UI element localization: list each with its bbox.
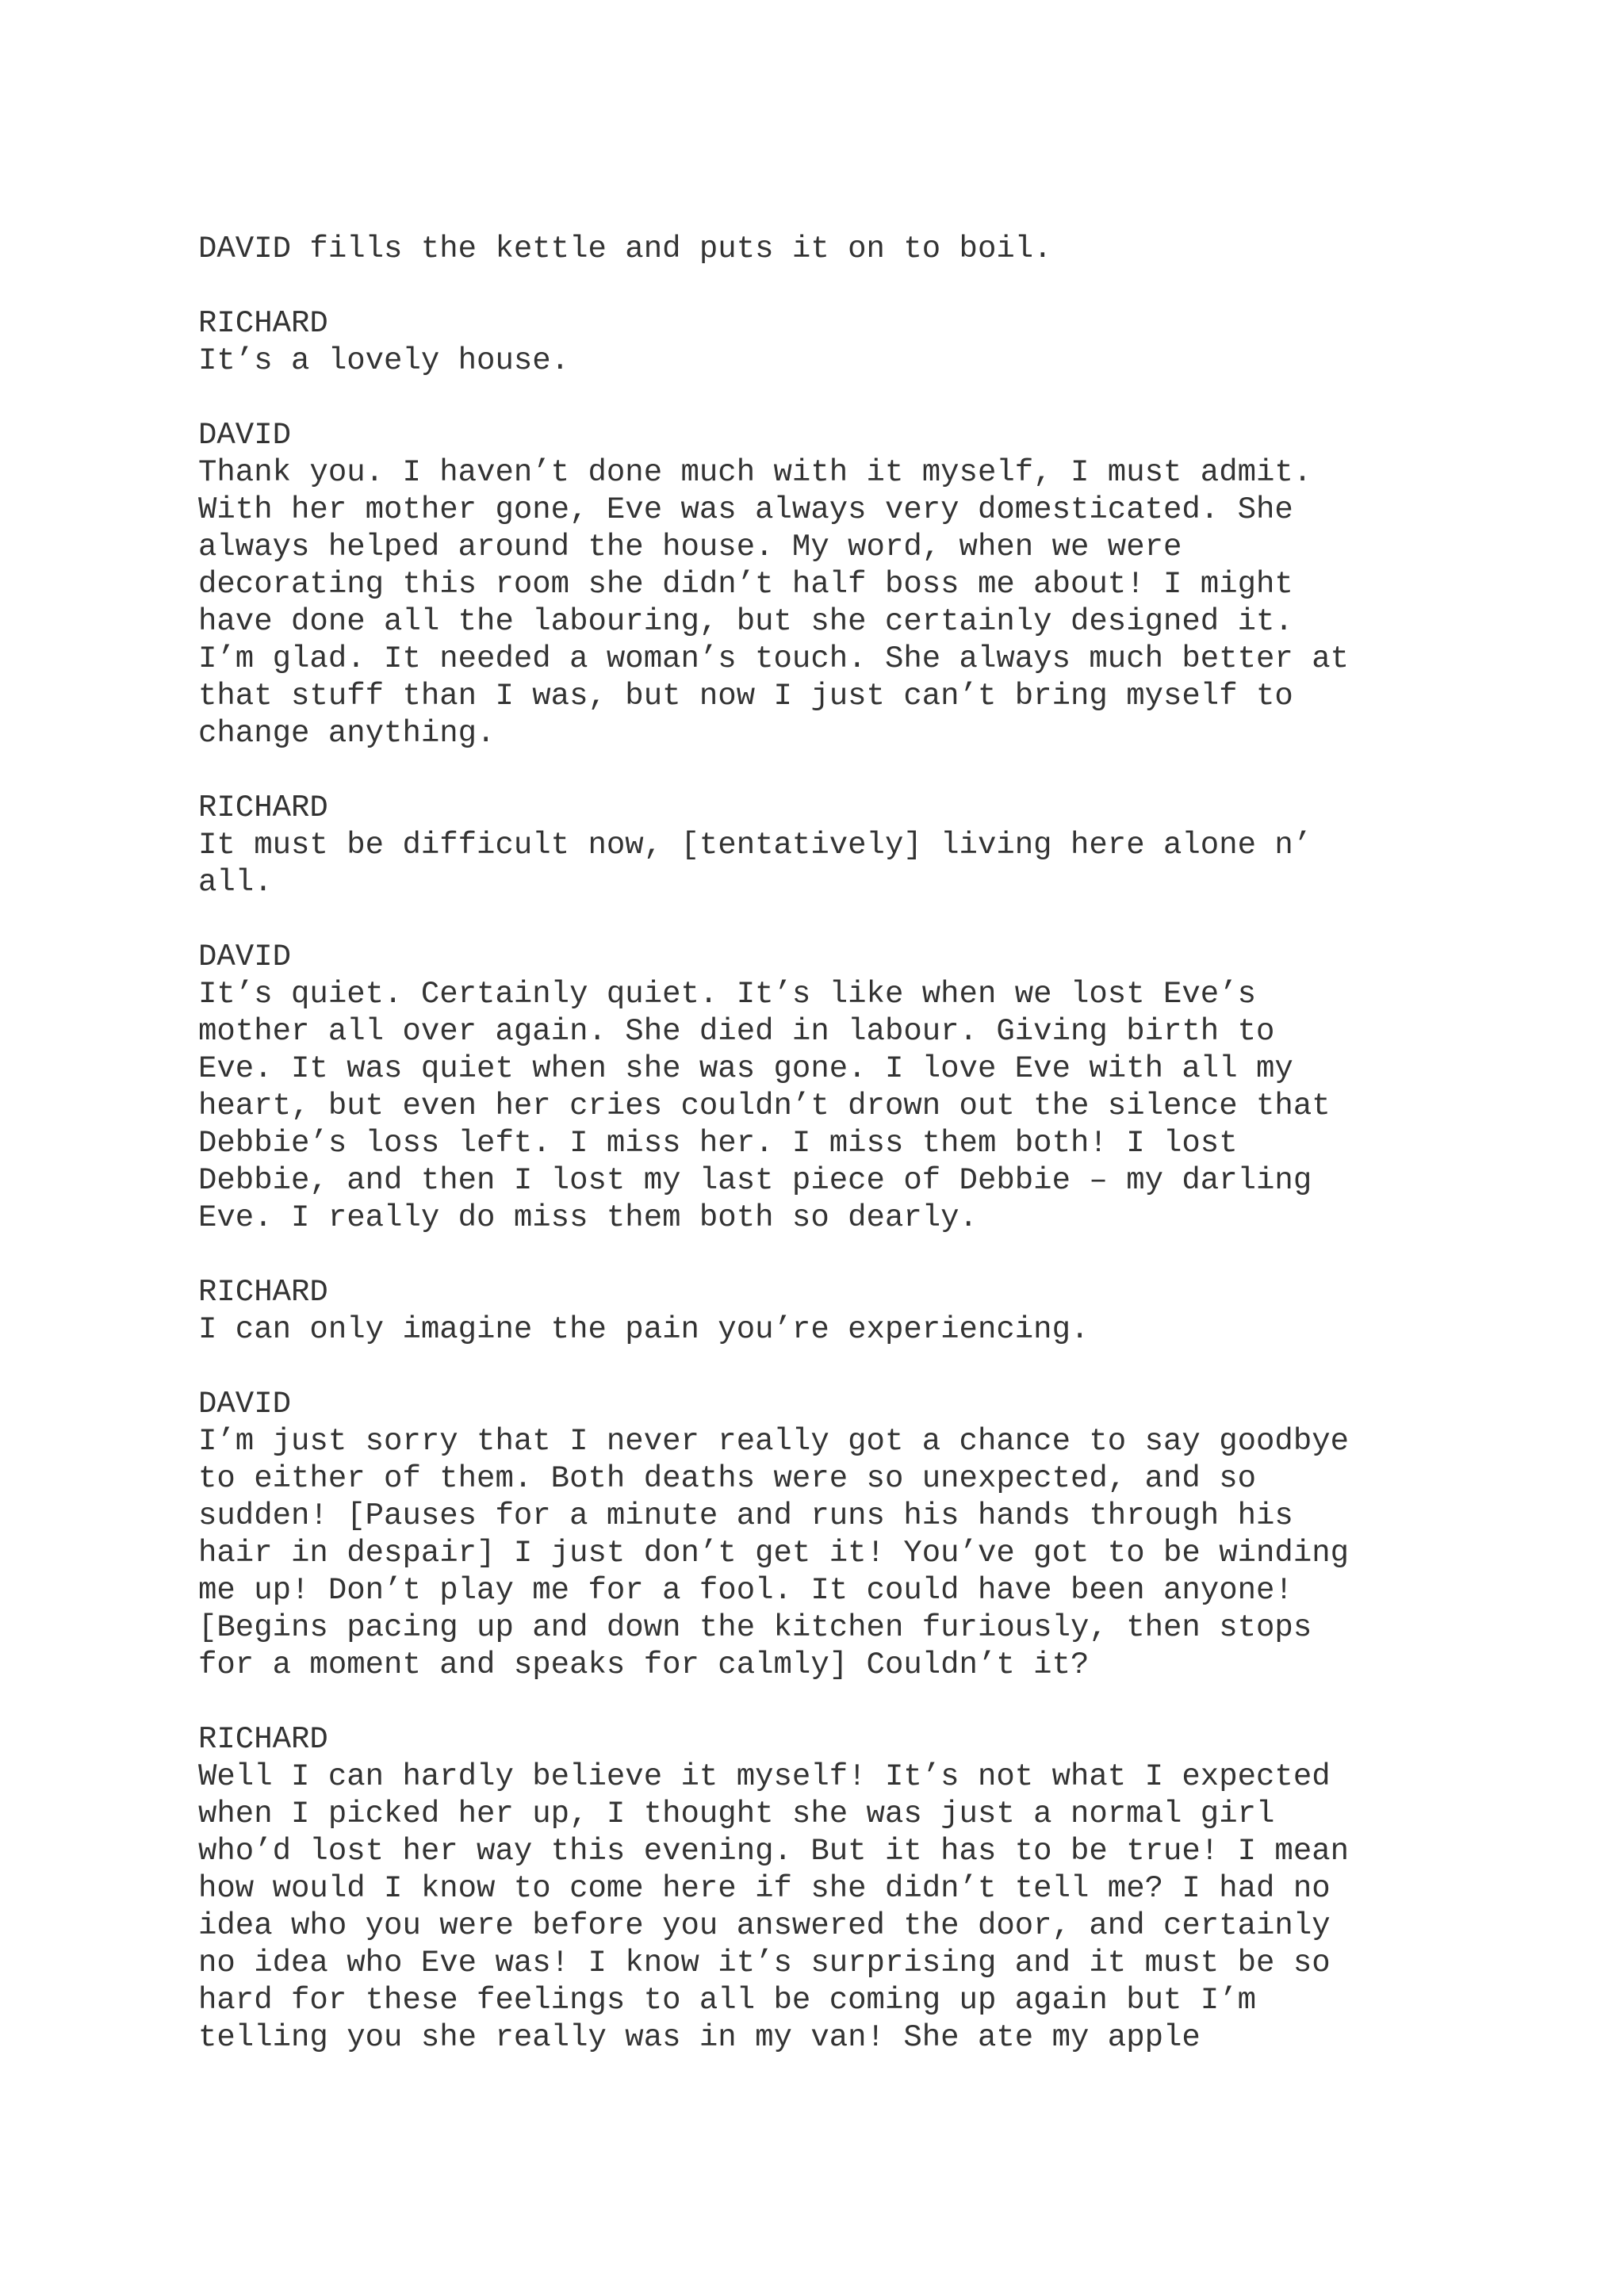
- script-line: RICHARD: [198, 306, 328, 341]
- script-line: heart, but even her cries couldn’t drown out the silence that: [198, 1089, 1331, 1123]
- script-line: change anything.: [198, 716, 496, 751]
- script-line: Debbie’s loss left. I miss her. I miss them both! I lost: [198, 1126, 1238, 1161]
- script-line: Thank you. I haven’t done much with it myself, I must admit.: [198, 455, 1312, 490]
- script-line: Eve. It was quiet when she was gone. I love Eve with all my: [198, 1051, 1293, 1086]
- script-line: Well I can hardly believe it myself! It’s not what I expected: [198, 1759, 1331, 1794]
- script-block: [198, 1386, 1610, 1684]
- script-line: hard for these feelings to all be coming up again but I’m: [198, 1983, 1257, 2018]
- script-line: Debbie, and then I lost my last piece of Debbie – my darling: [198, 1163, 1312, 1198]
- script-line: how would I know to come here if she didn’t tell me? I had no: [198, 1871, 1331, 1906]
- script-line: DAVID: [198, 1387, 292, 1422]
- script-block: [198, 939, 1610, 1237]
- script-line: RICHARD: [198, 1722, 328, 1757]
- script-line: It’s a lovely house.: [198, 343, 570, 378]
- script-block: [198, 231, 1610, 268]
- script-line: decorating this room she didn’t half boss me about! I might: [198, 567, 1293, 602]
- script-line: I can only imagine the pain you’re experiencing.: [198, 1312, 1090, 1347]
- script-body: [198, 231, 1610, 2094]
- script-line: DAVID fills the kettle and puts it on to boil.: [198, 232, 1052, 266]
- script-block: [198, 790, 1610, 901]
- script-line: when I picked her up, I thought she was just a normal girl: [198, 1797, 1275, 1831]
- script-block: [198, 305, 1610, 380]
- script-line: telling you she really was in my van! She ate my apple: [198, 2020, 1201, 2055]
- script-line: no idea who Eve was! I know it’s surprising and it must be so: [198, 1946, 1331, 1980]
- script-line: Eve. I really do miss them both so dearly.: [198, 1200, 978, 1235]
- script-line: always helped around the house. My word, when we were: [198, 530, 1182, 564]
- script-line: I’m glad. It needed a woman’s touch. She always much better at: [198, 641, 1350, 676]
- script-line: have done all the labouring, but she certainly designed it.: [198, 604, 1293, 639]
- script-line: me up! Don’t play me for a fool. It could have been anyone!: [198, 1573, 1293, 1608]
- script-line: I’m just sorry that I never really got a chance to say goodbye: [198, 1424, 1350, 1459]
- script-line: With her mother gone, Eve was always very domesticated. She: [198, 492, 1293, 527]
- script-block: [198, 1721, 1610, 2057]
- script-line: for a moment and speaks for calmly] Couldn’t it?: [198, 1647, 1090, 1682]
- script-line: idea who you were before you answered the door, and certainly: [198, 1908, 1331, 1943]
- script-line: RICHARD: [198, 790, 328, 825]
- script-line: all.: [198, 865, 273, 900]
- script-line: mother all over again. She died in labour. Giving birth to: [198, 1014, 1275, 1049]
- script-line: who’d lost her way this evening. But it has to be true! I mean: [198, 1834, 1350, 1869]
- script-block: [198, 417, 1610, 752]
- script-line: DAVID: [198, 939, 292, 974]
- script-line: [Begins pacing up and down the kitchen furiously, then stops: [198, 1610, 1312, 1645]
- script-block: [198, 1274, 1610, 1349]
- script-line: DAVID: [198, 418, 292, 453]
- script-line: sudden! [Pauses for a minute and runs his hands through his: [198, 1498, 1293, 1533]
- script-line: RICHARD: [198, 1275, 328, 1310]
- script-line: It must be difficult now, [tentatively] living here alone n’: [198, 828, 1312, 863]
- script-line: that stuff than I was, but now I just can’t bring myself to: [198, 679, 1293, 714]
- script-line: hair in despair] I just don’t get it! You’ve got to be winding: [198, 1536, 1350, 1571]
- script-line: to either of them. Both deaths were so unexpected, and so: [198, 1461, 1257, 1496]
- script-line: It’s quiet. Certainly quiet. It’s like when we lost Eve’s: [198, 977, 1257, 1012]
